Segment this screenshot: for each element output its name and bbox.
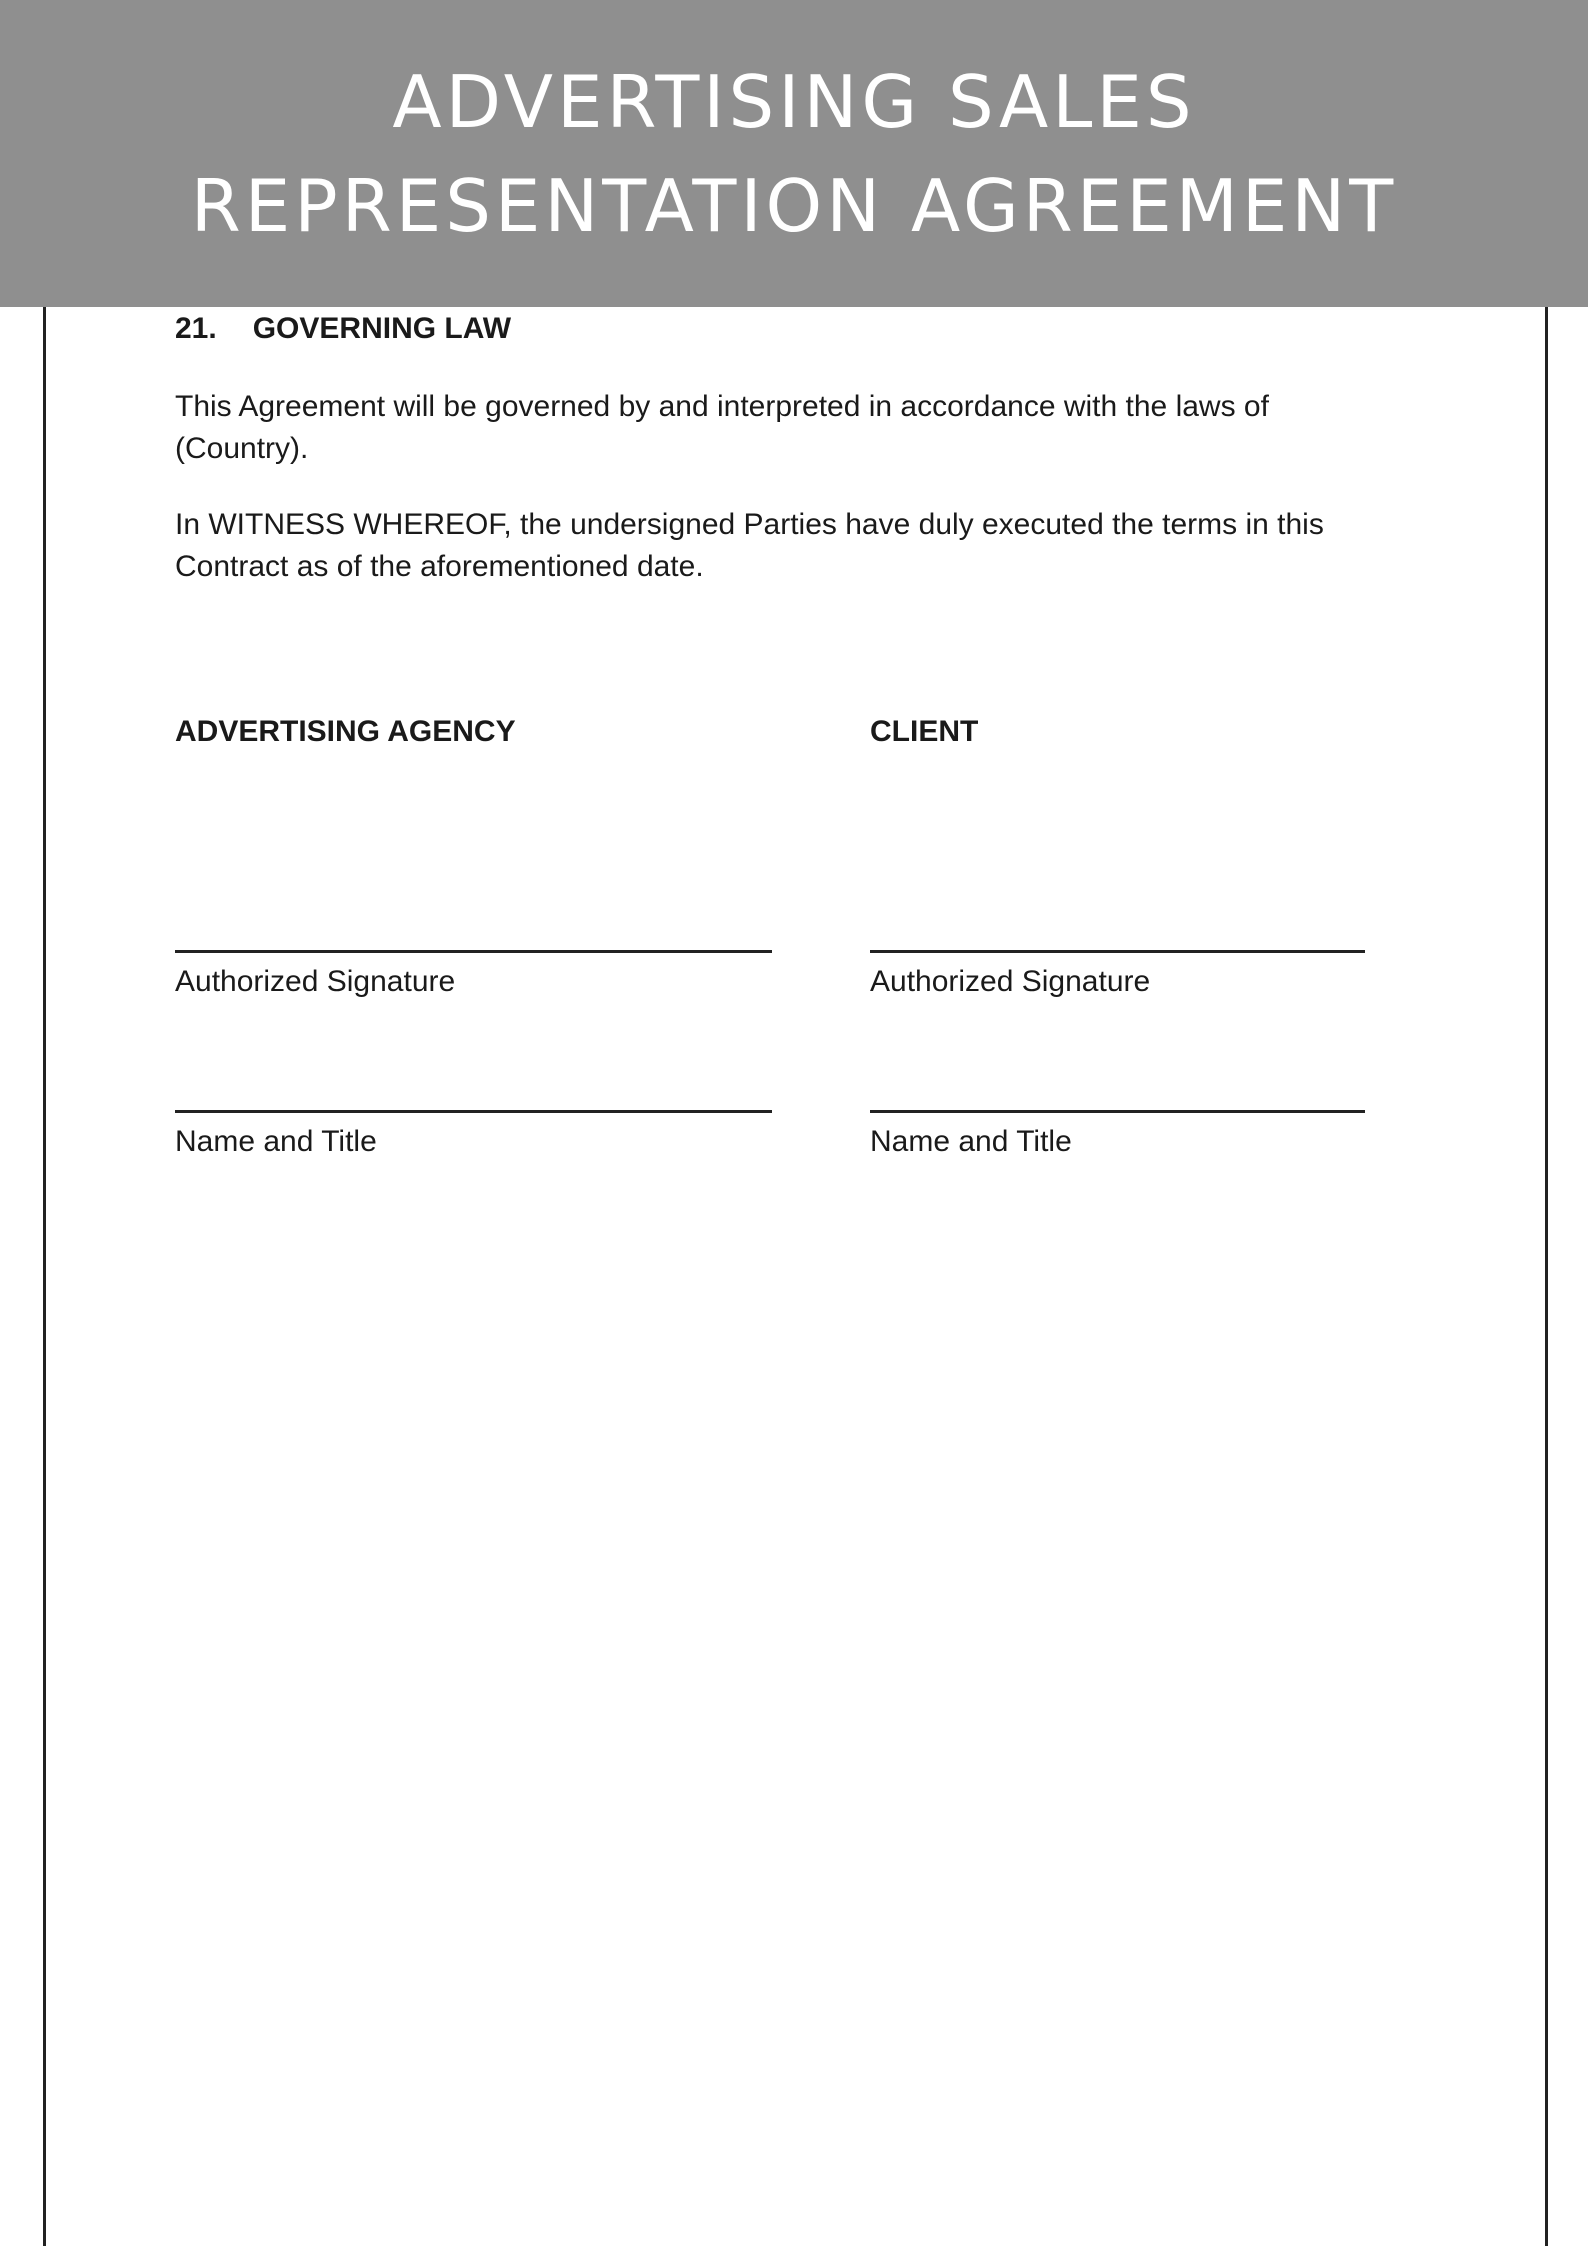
banner-title-line-2: REPRESENTATION AGREEMENT	[190, 163, 1398, 248]
section-number: 21.	[175, 312, 217, 345]
agency-signature-caption: Authorized Signature	[175, 965, 456, 998]
client-name-caption: Name and Title	[870, 1125, 1072, 1158]
governing-law-paragraph: This Agreement will be governed by and interpreted in accordance with the laws of (Country).	[175, 390, 1269, 465]
title-banner	[0, 0, 1588, 307]
client-name-line	[870, 1110, 1365, 1113]
agency-signature-column	[175, 715, 775, 1158]
client-signature-column	[870, 715, 1365, 1158]
section-heading	[175, 312, 1385, 346]
witness-paragraph: In WITNESS WHEREOF, the undersigned Parties have duly executed the terms in this Contract as of the aforementioned date.	[175, 508, 1324, 583]
client-signature-line	[870, 950, 1365, 953]
agency-name-line	[175, 1110, 772, 1113]
banner-title-line-1: ADVERTISING SALES	[392, 59, 1196, 144]
client-signature-caption: Authorized Signature	[870, 965, 1151, 998]
client-party-label: CLIENT	[870, 715, 979, 748]
agency-signature-line	[175, 950, 772, 953]
section-title: GOVERNING LAW	[252, 312, 512, 345]
document-body	[175, 312, 1385, 622]
agency-name-caption: Name and Title	[175, 1125, 377, 1158]
agency-party-label: ADVERTISING AGENCY	[175, 715, 516, 748]
